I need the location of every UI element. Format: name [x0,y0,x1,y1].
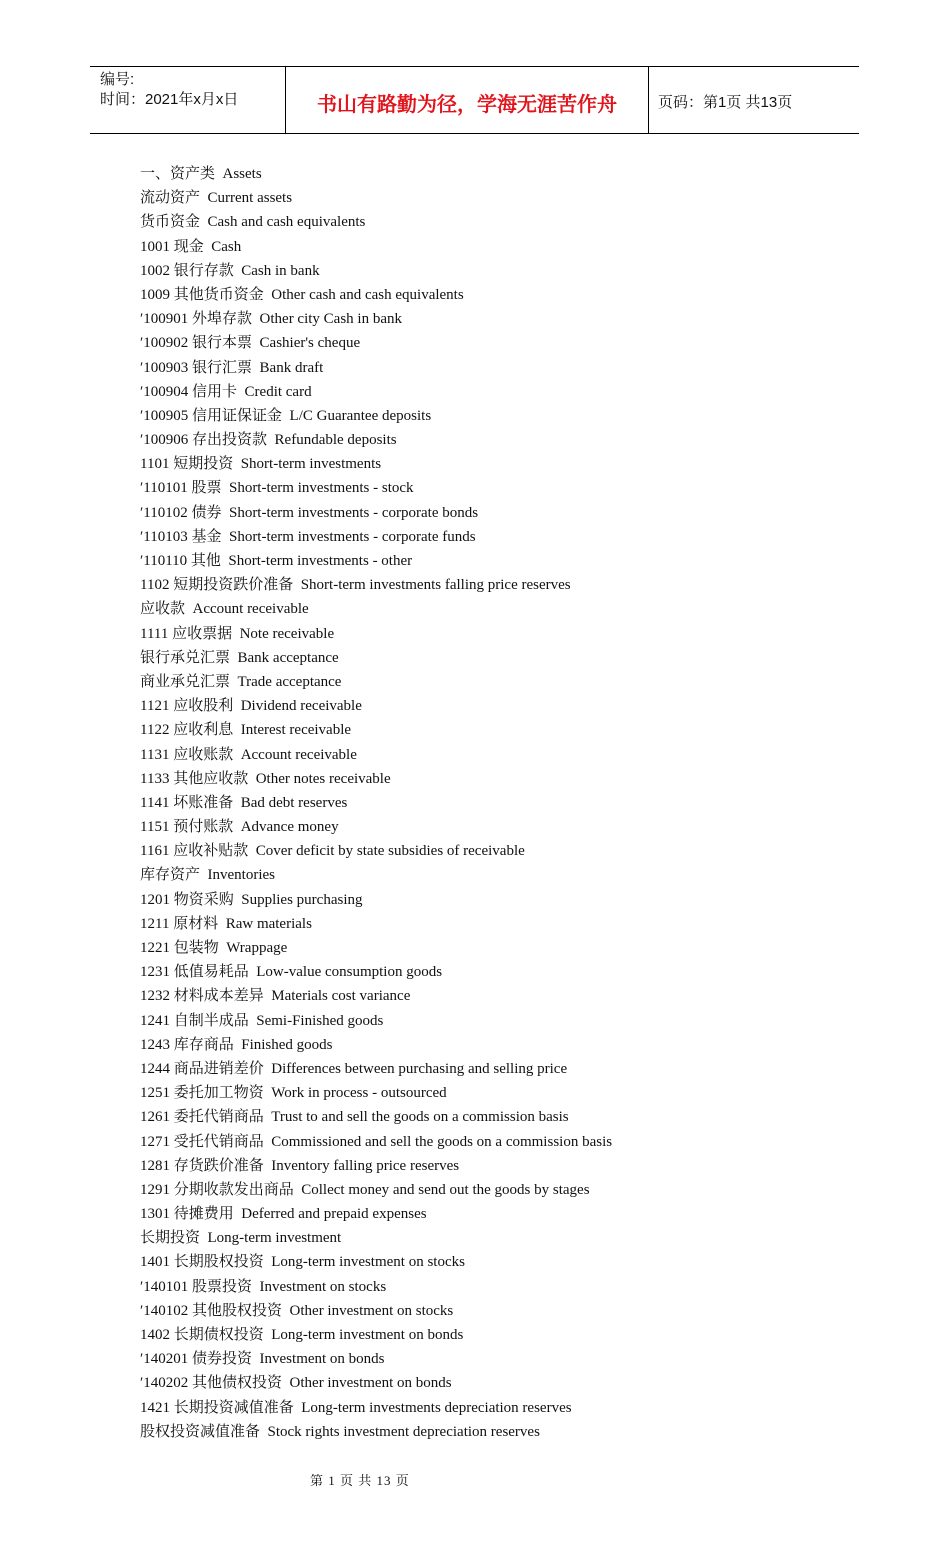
account-entry: 1001 现金 Cash [140,238,242,255]
account-entry: ′140202 其他债权投资 Other investment on bonds [140,1375,452,1392]
account-entry: 1122 应收利息 Interest receivable [140,722,352,739]
account-entry: ′110110 其他 Short-term investments - other [140,553,413,569]
account-entry: 1141 坏账准备 Bad debt reserves [140,794,348,811]
account-entry: 1221 包装物 Wrappage [140,940,288,956]
account-entry: 1301 待摊费用 Deferred and prepaid expenses [140,1206,427,1223]
account-entry: 1251 委托加工物资 Work in process - outsourced [140,1085,447,1102]
account-entry: 1271 受托代销商品 Commissioned and sell the goods on a commission basis [140,1133,613,1150]
account-entry: 1243 库存商品 Finished goods [140,1036,333,1053]
account-entry: 流动资产 Current assets [140,190,293,207]
account-entry: 1231 低值易耗品 Low-value consumption goods [140,964,443,981]
account-entry: ′100906 存出投资款 Refundable deposits [140,432,397,449]
account-entry: 1009 其他货币资金 Other cash and cash equivalents [140,286,464,303]
account-entry: ′140101 股票投资 Investment on stocks [140,1278,387,1295]
account-entry: ′110102 债券 Short-term investments - corporate bonds [140,504,479,521]
account-entry: 应收款 Account receivable [140,601,309,618]
account-entry: 1133 其他应收款 Other notes receivable [140,770,391,787]
time-label: 时间：2021年x月x日 [100,91,239,108]
account-entry: 1291 分期收款发出商品 Collect money and send out the goods by stages [140,1181,590,1198]
account-entry: 1244 商品进销差价 Differences between purchasing and selling price [140,1060,568,1077]
motto-text: 书山有路勤为径，学海无涯苦作舟 [317,91,617,116]
account-entry: 1421 长期投资减值准备 Long-term investments depreciation reserves [140,1399,572,1416]
account-entry: ′100901 外埠存款 Other city Cash in bank [140,311,403,328]
account-entry: 一、资产类 Assets [140,166,262,182]
account-entry: 1151 预付账款 Advance money [140,819,339,836]
account-entry: 1261 委托代销商品 Trust to and sell the goods on a commission basis [140,1109,569,1126]
account-entry: 股权投资减值准备 Stock rights investment depreciation reserves [140,1423,540,1440]
account-entry: 1131 应收账款 Account receivable [140,746,357,763]
account-entry: 1101 短期投资 Short-term investments [140,456,382,473]
header-motto-cell [286,67,649,133]
account-entry: ′100904 信用卡 Credit card [140,383,312,400]
account-entry: 1281 存货跌价准备 Inventory falling price reserves [140,1157,460,1174]
account-entry: 1201 物资采购 Supplies purchasing [140,891,363,908]
account-entry: ′110101 股票 Short-term investments - stock [140,480,414,497]
account-entry: 1232 材料成本差异 Materials cost variance [140,988,411,1005]
account-entry: 1002 银行存款 Cash in bank [140,262,320,279]
account-entry: 1402 长期债权投资 Long-term investment on bonds [140,1327,464,1343]
page-info: 页码：第1页 共13页 [658,93,793,111]
account-entry: ′110103 基金 Short-term investments - corporate funds [140,528,476,545]
account-entry: 银行承兑汇票 Bank acceptance [140,649,339,666]
account-entry: 1241 自制半成品 Semi-Finished goods [140,1012,384,1029]
account-entry: ′100903 银行汇票 Bank draft [140,359,324,376]
account-entry: 1121 应收股利 Dividend receivable [140,698,362,715]
page-footer [0,1470,950,1489]
header-meta-cell [90,67,286,133]
account-entry: 1102 短期投资跌价准备 Short-term investments falling price reserves [140,577,571,594]
account-list [140,162,840,1444]
footer-page-text: 第 1 页 共 13 页 [310,1473,410,1488]
account-entry: 库存资产 Inventories [140,867,275,884]
account-entry: 1111 应收票据 Note receivable [140,625,335,642]
number-label: 编号: [100,71,135,88]
account-entry: 货币资金 Cash and cash equivalents [140,214,366,231]
account-entry: 长期投资 Long-term investment [140,1230,342,1247]
document-header [90,66,859,134]
account-entry: ′140201 债券投资 Investment on bonds [140,1351,385,1368]
account-entry: ′100902 银行本票 Cashier's cheque [140,335,361,352]
account-entry: 1161 应收补贴款 Cover deficit by state subsidies of receivable [140,843,525,860]
account-entry: 1211 原材料 Raw materials [140,915,312,932]
account-entry: ′140102 其他股权投资 Other investment on stocks [140,1302,454,1319]
account-entry: 1401 长期股权投资 Long-term investment on stocks [140,1254,465,1271]
account-entry: 商业承兑汇票 Trade acceptance [140,673,342,690]
header-page-cell [649,67,859,133]
account-entry: ′100905 信用证保证金 L/C Guarantee deposits [140,407,432,424]
